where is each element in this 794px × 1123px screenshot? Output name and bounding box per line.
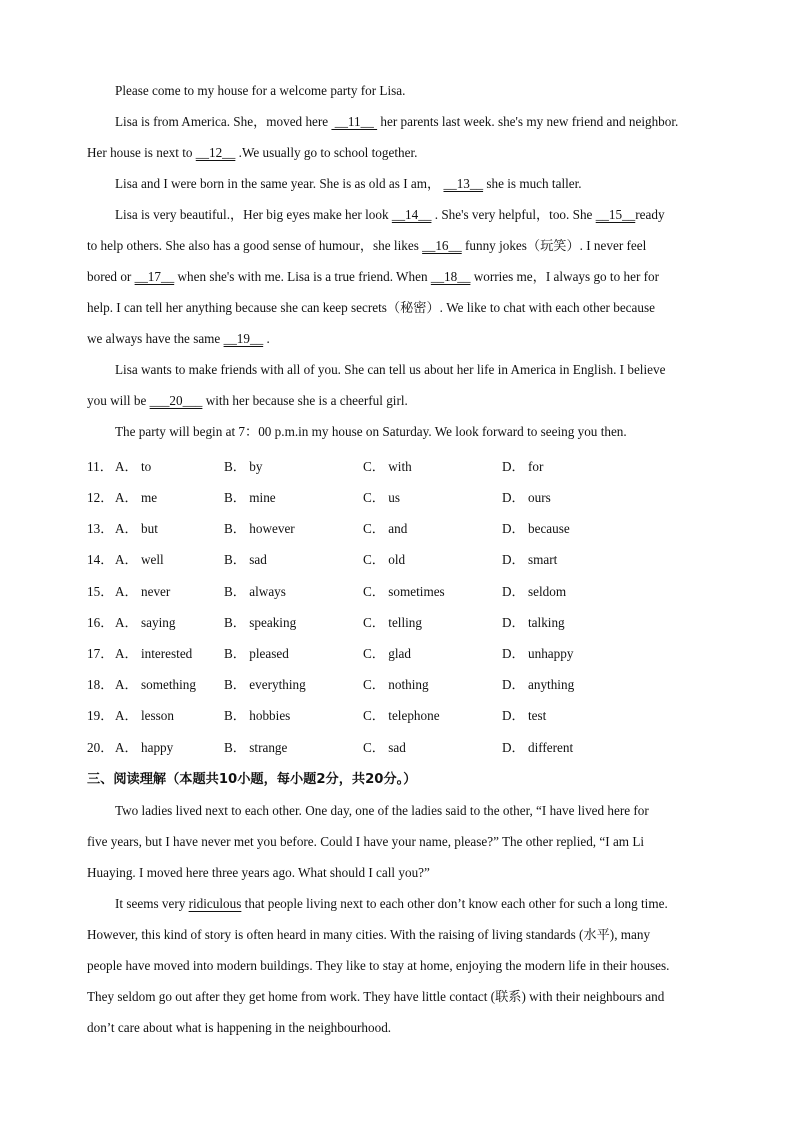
option-row-18: 18． A． something B． everything C． nothing D． anything bbox=[87, 669, 727, 700]
cloze-paragraph-3: Lisa and I were born in the same year. She is as old as I am， __13__ she is much taller. bbox=[115, 176, 582, 191]
option-c: C． sometimes bbox=[363, 584, 445, 599]
option-b: B． hobbies bbox=[224, 708, 291, 723]
option-a: A． but bbox=[115, 521, 158, 536]
option-b: B． strange bbox=[224, 740, 288, 755]
cloze-paragraph-4-line-1: Lisa is very beautiful.，Her big eyes make her look __14__ . She's very helpful，too. She __15__ready bbox=[115, 207, 665, 222]
option-row-16: 16． A． saying B． speaking C． telling D． talking bbox=[87, 607, 727, 638]
option-b: B． everything bbox=[224, 677, 306, 692]
cloze-paragraph-4-line-2: to help others. She also has a good sense of humour，she likes __16__ funny jokes（玩笑）. I never feel bbox=[87, 238, 647, 253]
option-row-11: 11． A． to B． by C． with D． for bbox=[87, 451, 727, 482]
blank-14: __14__ bbox=[391, 207, 432, 222]
option-c: C． and bbox=[363, 521, 408, 536]
option-a: A． saying bbox=[115, 615, 176, 630]
cloze-paragraph-6: The party will begin at 7：00 p.m.in my house on Saturday. We look forward to seeing you then. bbox=[115, 424, 627, 439]
option-a: A． well bbox=[115, 552, 164, 567]
option-c: C． with bbox=[363, 459, 412, 474]
option-d: D． smart bbox=[502, 552, 558, 567]
cloze-paragraph-2-line-1: Lisa is from America. She，moved here __11__ her parents last week. she's my new friend and neighbor. bbox=[115, 114, 679, 129]
blank-16: __16__ bbox=[422, 238, 462, 253]
option-d: D． unhappy bbox=[502, 646, 574, 661]
cloze-paragraph-4-line-3: bored or __17__ when she's with me. Lisa is a true friend. When __18__ worries me，I always go to her for bbox=[87, 269, 660, 284]
option-row-13: 13． A． but B． however C． and D． because bbox=[87, 513, 727, 544]
option-c: C． nothing bbox=[363, 677, 429, 692]
option-row-12: 12． A． me B． mine C． us D． ours bbox=[87, 482, 727, 513]
option-row-15: 15． A． never B． always C． sometimes D． seldom bbox=[87, 576, 727, 607]
option-row-19: 19． A． lesson B． hobbies C． telephone D． test bbox=[87, 700, 727, 731]
option-b: B． mine bbox=[224, 490, 276, 505]
reading-paragraph-1-line-3: Huaying. I moved here three years ago. What should I call you?” bbox=[87, 865, 430, 880]
option-d: D． different bbox=[502, 740, 574, 755]
cloze-paragraph-4-line-4: help. I can tell her anything because she can keep secrets（秘密）. We like to chat with each other because bbox=[87, 300, 655, 315]
option-b: B． however bbox=[224, 521, 295, 536]
reading-paragraph-2-line-5: don’t care about what is happening in the neighbourhood. bbox=[87, 1020, 392, 1035]
option-b: B． speaking bbox=[224, 615, 297, 630]
option-d: D． because bbox=[502, 521, 570, 536]
option-a: A． to bbox=[115, 459, 152, 474]
option-d: D． for bbox=[502, 459, 544, 474]
reading-paragraph-2-line-3: people have moved into modern buildings. They like to stay at home, enjoying the modern life in their houses. bbox=[87, 958, 670, 973]
cloze-passage bbox=[87, 75, 717, 447]
reading-paragraph-1-line-1: Two ladies lived next to each other. One day, one of the ladies said to the other, “I have lived here for bbox=[115, 803, 649, 818]
option-row-17: 17． A． interested B． pleased C． glad D． unhappy bbox=[87, 638, 727, 669]
blank-13: __13__ bbox=[443, 176, 484, 191]
option-a: A． lesson bbox=[115, 708, 174, 723]
option-b: B． pleased bbox=[224, 646, 289, 661]
option-a: A． happy bbox=[115, 740, 174, 755]
option-a: A． me bbox=[115, 490, 158, 505]
cloze-paragraph-5-line-2: you will be ___20___ with her because she is a cheerful girl. bbox=[87, 393, 408, 408]
blank-20: ___20___ bbox=[149, 393, 203, 408]
option-b: B． sad bbox=[224, 552, 267, 567]
reading-passage bbox=[87, 795, 717, 1043]
reading-paragraph-1-line-2: five years, but I have never met you before. Could I have your name, please?” The other replied, “I am Li bbox=[87, 834, 645, 849]
option-c: C． us bbox=[363, 490, 401, 505]
cloze-paragraph-1: Please come to my house for a welcome party for Lisa. bbox=[115, 83, 406, 98]
section-heading: 三、阅读理解（本题共10小题，每小题2分，共20分。） bbox=[87, 772, 417, 787]
option-d: D． seldom bbox=[502, 584, 567, 599]
option-a: A． never bbox=[115, 584, 171, 599]
option-d: D． test bbox=[502, 708, 547, 723]
blank-11: __11__ bbox=[331, 114, 378, 129]
reading-paragraph-2-line-1: It seems very ridiculous that people living next to each other don’t know each other for such a long time. bbox=[115, 896, 668, 911]
blank-19: __19__ bbox=[223, 331, 264, 346]
cloze-paragraph-5-line-1: Lisa wants to make friends with all of you. She can tell us about her life in America in English. I believe bbox=[115, 362, 666, 377]
option-a: A． something bbox=[115, 677, 196, 692]
option-d: D． talking bbox=[502, 615, 565, 630]
option-row-14: 14． A． well B． sad C． old D． smart bbox=[87, 544, 727, 575]
option-c: C． telephone bbox=[363, 708, 440, 723]
option-d: D． anything bbox=[502, 677, 575, 692]
option-d: D． ours bbox=[502, 490, 551, 505]
reading-paragraph-2-line-4: They seldom go out after they get home from work. They have little contact (联系) with their neighbours and bbox=[87, 989, 665, 1004]
option-c: C． sad bbox=[363, 740, 406, 755]
blank-17: __17__ bbox=[134, 269, 175, 284]
underlined-word: ridiculous bbox=[188, 896, 242, 911]
option-c: C． glad bbox=[363, 646, 411, 661]
blank-18: __18__ bbox=[430, 269, 471, 284]
option-row-20: 20． A． happy B． strange C． sad D． different bbox=[87, 732, 727, 763]
cloze-paragraph-2-line-2: Her house is next to __12__ .We usually go to school together. bbox=[87, 145, 418, 160]
option-a: A． interested bbox=[115, 646, 193, 661]
option-c: C． old bbox=[363, 552, 406, 567]
option-b: B． always bbox=[224, 584, 286, 599]
option-c: C． telling bbox=[363, 615, 422, 630]
option-b: B． by bbox=[224, 459, 263, 474]
blank-15: __15__ bbox=[595, 207, 636, 222]
reading-paragraph-2-line-2: However, this kind of story is often heard in many cities. With the raising of living standards (水平), many bbox=[87, 927, 651, 942]
blank-12: __12__ bbox=[195, 145, 236, 160]
cloze-paragraph-4-line-5: we always have the same __19__ . bbox=[87, 331, 270, 346]
